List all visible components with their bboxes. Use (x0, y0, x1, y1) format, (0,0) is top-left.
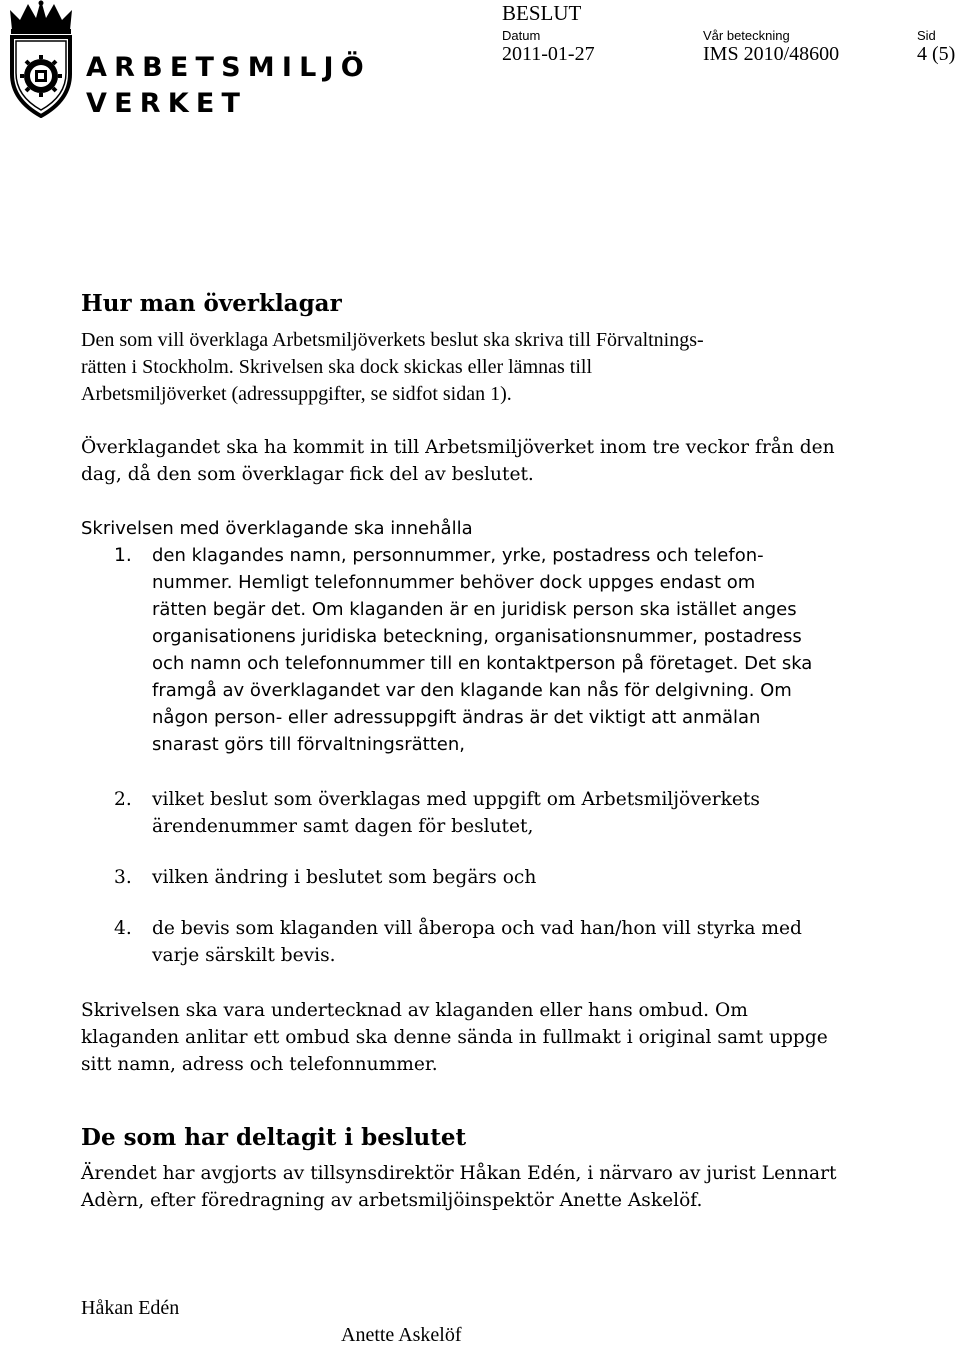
section-heading-appeal: Hur man överklagar (81, 290, 342, 317)
text-line: rätten i Stockholm. Skrivelsen ska dock skickas eller lämnas till (81, 356, 593, 378)
section-heading-participants: De som har deltagit i beslutet (81, 1124, 467, 1151)
list-item (152, 864, 932, 891)
text-line: de bevis som klaganden vill åberopa och vad han/hon vill styrka med (152, 918, 802, 939)
list-item (152, 786, 932, 840)
text-line: Ärendet har avgjorts av tillsynsdirektör Håkan Edén, i närvaro av jurist Lennart (81, 1163, 837, 1184)
text-line: ärendenummer samt dagen för beslutet, (152, 816, 534, 837)
date-label: Datum (502, 28, 541, 43)
text-line: vilket beslut som överklagas med uppgift om Arbetsmiljöverkets (152, 789, 760, 810)
text-line: dag, då den som överklagar fick del av beslutet. (81, 464, 534, 485)
text-line: klaganden anlitar ett ombud ska denne sända in fullmakt i original samt uppge (81, 1027, 828, 1048)
signature-name-2: Anette Askelöf (341, 1324, 462, 1346)
page-label: Sid (917, 28, 936, 43)
text-line: och namn och telefonnummer till en kontaktperson på företaget. Det ska (152, 653, 813, 674)
appeal-list-intro: Skrivelsen med överklagande ska innehålla (81, 518, 473, 539)
text-line: varje särskilt bevis. (152, 945, 336, 966)
text-line: Skrivelsen ska vara undertecknad av klaganden eller hans ombud. Om (81, 1000, 748, 1021)
document-type: BESLUT (502, 1, 582, 25)
appeal-paragraph-3 (81, 997, 921, 1078)
text-line: nummer. Hemligt telefonnummer behöver dock uppges endast om (152, 572, 756, 593)
text-line: Adèrn, efter föredragning av arbetsmiljöinspektör Anette Askelöf. (81, 1190, 703, 1211)
coat-of-arms-icon (2, 0, 80, 118)
participants-paragraph (81, 1160, 921, 1214)
text-line: snarast görs till förvaltningsrätten, (152, 734, 465, 755)
date-value: 2011-01-27 (502, 43, 595, 65)
page-value: 4 (5) (917, 43, 956, 65)
org-name-line1: ARBETSMILJÖ (86, 52, 371, 83)
org-name-line2: VERKET (86, 88, 248, 119)
list-item-number: 2. (114, 789, 132, 810)
appeal-paragraph-1 (81, 327, 921, 408)
appeal-paragraph-2 (81, 434, 921, 488)
list-item-number: 3. (114, 867, 132, 888)
text-line: sitt namn, adress och telefonnummer. (81, 1054, 438, 1075)
reference-value: IMS 2010/48600 (703, 43, 840, 65)
text-line: Överklagandet ska ha kommit in till Arbetsmiljöverket inom tre veckor från den (81, 437, 835, 458)
text-line: någon person- eller adressuppgift ändras är det viktigt att anmälan (152, 707, 761, 728)
text-line: Arbetsmiljöverket (adressuppgifter, se sidfot sidan 1). (81, 383, 512, 405)
reference-label: Vår beteckning (703, 28, 790, 43)
text-line: organisationens juridiska beteckning, organisationsnummer, postadress (152, 626, 802, 647)
list-item-number: 4. (114, 918, 132, 939)
signature-name-1: Håkan Edén (81, 1297, 180, 1319)
list-item (152, 915, 932, 969)
list-item-number: 1. (114, 545, 132, 566)
text-line: vilken ändring i beslutet som begärs och (152, 867, 537, 888)
text-line: den klagandes namn, personnummer, yrke, postadress och telefon- (152, 545, 764, 566)
text-line: framgå av överklagandet var den klagande kan nås för delgivning. Om (152, 680, 792, 701)
text-line: Den som vill överklaga Arbetsmiljöverkets beslut ska skriva till Förvaltnings- (81, 329, 704, 351)
text-line: rätten begär det. Om klaganden är en juridisk person ska istället anges (152, 599, 797, 620)
list-item (152, 542, 932, 758)
